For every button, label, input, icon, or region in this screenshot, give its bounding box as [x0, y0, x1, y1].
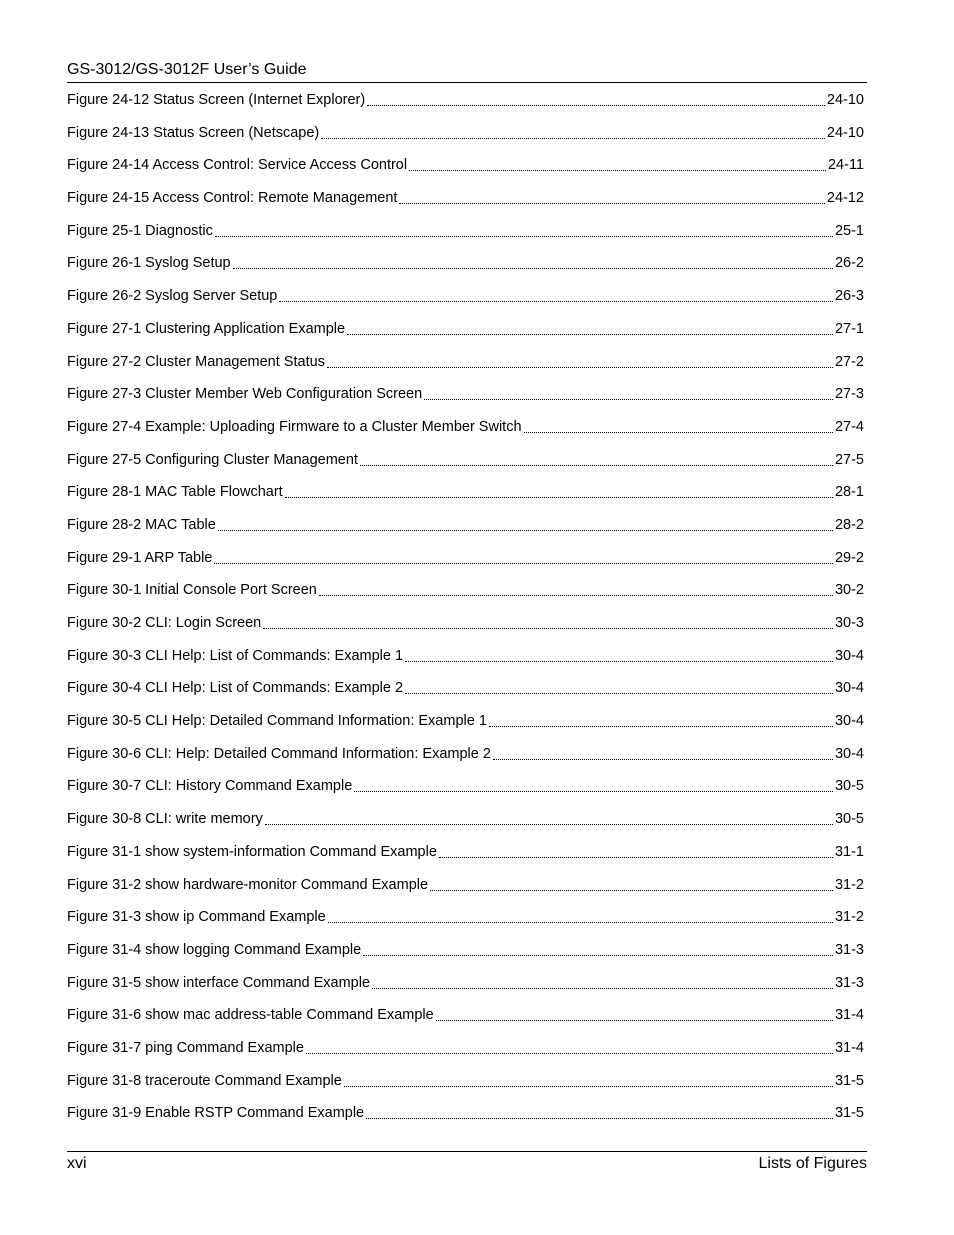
figure-title: Figure 30-2 CLI: Login Screen [67, 615, 262, 631]
dot-leader [344, 1071, 833, 1104]
figure-page-number: 24-10 [826, 124, 864, 141]
figure-page-number: 27-2 [834, 353, 864, 370]
toc-entry[interactable] [67, 842, 864, 875]
dot-leader [439, 842, 833, 875]
toc-entry[interactable] [67, 1005, 864, 1038]
figure-page-number: 27-3 [834, 386, 864, 403]
figure-page-number: 28-1 [834, 484, 864, 501]
figure-page-number: 24-12 [826, 190, 864, 207]
dot-leader [263, 613, 833, 646]
figure-page-number: 28-2 [834, 516, 864, 533]
figure-title: Figure 30-1 Initial Console Port Screen [67, 582, 317, 599]
section-name: Lists of Figures [758, 1155, 867, 1172]
figure-page-number: 27-5 [834, 451, 864, 468]
figure-title: Figure 27-1 Clustering Application Example [67, 320, 346, 337]
figure-page-number: 31-4 [834, 1007, 864, 1024]
page-footer [67, 1151, 867, 1176]
toc-entry[interactable] [67, 973, 864, 1006]
figure-title: Figure 26-1 Syslog Setup [67, 255, 231, 272]
figure-title: Figure 31-7 ping Command Example [67, 1039, 304, 1056]
dot-leader [363, 940, 833, 973]
figure-title: Figure 27-5 Configuring Cluster Management [67, 451, 358, 468]
figure-page-number: 30-4 [834, 680, 864, 697]
figure-title: Figure 27-3 Cluster Member Web Configuration Screen [67, 386, 423, 403]
toc-entry[interactable] [67, 221, 864, 254]
figure-title: Figure 29-1 ARP Table [67, 549, 213, 566]
figure-title: Figure 30-6 CLI: Help: Detailed Command Information: Example 2 [67, 745, 491, 762]
toc-entry[interactable] [67, 155, 864, 188]
figure-page-number: 31-5 [834, 1105, 864, 1122]
figure-title: Figure 24-15 Access Control: Remote Management [67, 190, 398, 207]
figure-title: Figure 31-8 traceroute Command Example [67, 1072, 342, 1089]
figure-title: Figure 27-2 Cluster Management Status [67, 353, 325, 370]
figure-title: Figure 31-2 show hardware-monitor Command Example [67, 876, 429, 893]
figure-title: Figure 31-3 show ip Command Example [67, 909, 326, 926]
figure-page-number: 25-1 [834, 222, 864, 239]
toc-entry[interactable] [67, 286, 864, 319]
figure-title: Figure 30-5 CLI Help: Detailed Command Information: Example 1 [67, 713, 487, 730]
dot-leader [215, 221, 833, 254]
figure-title: Figure 30-4 CLI Help: List of Commands: Example 2 [67, 680, 404, 697]
figure-title: Figure 31-1 show system-information Command Example [67, 843, 437, 860]
dot-leader [405, 646, 833, 679]
dot-leader [366, 1103, 833, 1136]
toc-entry[interactable] [67, 744, 864, 777]
figure-title: Figure 30-8 CLI: write memory [67, 811, 263, 828]
dot-leader [328, 907, 833, 940]
toc-entry[interactable] [67, 548, 864, 581]
dot-leader [321, 123, 825, 156]
dot-leader [489, 711, 833, 744]
figure-title: Figure 25-1 Diagnostic [67, 222, 213, 239]
toc-entry[interactable] [67, 1071, 864, 1104]
figure-page-number: 30-4 [834, 713, 864, 730]
toc-entry[interactable] [67, 253, 864, 286]
dot-leader [524, 417, 833, 450]
toc-entry[interactable] [67, 352, 864, 385]
page-header [67, 60, 867, 83]
toc-entry[interactable] [67, 1038, 864, 1071]
dot-leader [493, 744, 833, 777]
toc-entry[interactable] [67, 515, 864, 548]
dot-leader [430, 875, 833, 908]
dot-leader [372, 973, 833, 1006]
list-of-figures [67, 90, 864, 1136]
toc-entry[interactable] [67, 319, 864, 352]
figure-page-number: 31-2 [834, 876, 864, 893]
figure-page-number: 31-3 [834, 941, 864, 958]
figure-title: Figure 30-7 CLI: History Command Example [67, 778, 353, 795]
figure-title: Figure 31-9 Enable RSTP Command Example [67, 1105, 365, 1122]
figure-page-number: 27-1 [834, 320, 864, 337]
dot-leader [367, 90, 825, 123]
dot-leader [306, 1038, 833, 1071]
dot-leader [285, 482, 833, 515]
figure-page-number: 29-2 [834, 549, 864, 566]
dot-leader [399, 188, 824, 221]
toc-entry[interactable] [67, 875, 864, 908]
figure-title: Figure 26-2 Syslog Server Setup [67, 288, 278, 305]
toc-entry[interactable] [67, 613, 864, 646]
figure-title: Figure 24-12 Status Screen (Internet Explorer) [67, 92, 366, 108]
figure-title: Figure 30-3 CLI Help: List of Commands: Example 1 [67, 647, 404, 664]
figure-page-number: 30-2 [834, 582, 864, 599]
figure-page-number: 26-3 [834, 288, 864, 305]
dot-leader [327, 352, 833, 385]
toc-entry[interactable] [67, 809, 864, 842]
dot-leader [424, 384, 833, 417]
toc-entry[interactable] [67, 188, 864, 221]
figure-page-number: 31-4 [834, 1039, 864, 1056]
document-title: GS-3012/GS-3012F User’s Guide [67, 61, 307, 78]
dot-leader [218, 515, 833, 548]
toc-entry[interactable] [67, 384, 864, 417]
figure-title: Figure 24-14 Access Control: Service Access Control [67, 157, 408, 174]
figure-page-number: 30-4 [834, 745, 864, 762]
figure-page-number: 31-1 [834, 843, 864, 860]
figure-title: Figure 31-5 show interface Command Example [67, 974, 371, 991]
toc-entry[interactable] [67, 450, 864, 483]
toc-entry[interactable] [67, 482, 864, 515]
figure-page-number: 30-4 [834, 647, 864, 664]
dot-leader [279, 286, 833, 319]
toc-entry[interactable] [67, 1103, 864, 1136]
dot-leader [347, 319, 833, 352]
figure-page-number: 24-10 [826, 92, 864, 108]
dot-leader [360, 450, 833, 483]
toc-entry[interactable] [67, 90, 864, 123]
figure-page-number: 26-2 [834, 255, 864, 272]
figure-page-number: 31-5 [834, 1072, 864, 1089]
figure-title: Figure 28-1 MAC Table Flowchart [67, 484, 283, 501]
figure-title: Figure 28-2 MAC Table [67, 516, 216, 533]
dot-leader [214, 548, 833, 581]
toc-entry[interactable] [67, 940, 864, 973]
toc-entry[interactable] [67, 580, 864, 613]
figure-page-number: 30-5 [834, 811, 864, 828]
figure-title: Figure 31-6 show mac address-table Command Example [67, 1007, 434, 1024]
dot-leader [319, 580, 833, 613]
figure-page-number: 27-4 [834, 418, 864, 435]
figure-page-number: 31-2 [834, 909, 864, 926]
figure-title: Figure 24-13 Status Screen (Netscape) [67, 124, 320, 141]
figure-page-number: 24-11 [827, 157, 864, 174]
dot-leader [409, 155, 826, 188]
toc-entry[interactable] [67, 417, 864, 450]
toc-entry[interactable] [67, 711, 864, 744]
dot-leader [436, 1005, 833, 1038]
toc-entry[interactable] [67, 646, 864, 679]
figure-page-number: 31-3 [834, 974, 864, 991]
figure-page-number: 30-3 [834, 615, 864, 631]
figure-title: Figure 31-4 show logging Command Example [67, 941, 362, 958]
toc-entry[interactable] [67, 907, 864, 940]
dot-leader [233, 253, 833, 286]
dot-leader [405, 678, 833, 711]
figure-page-number: 30-5 [834, 778, 864, 795]
toc-entry[interactable] [67, 776, 864, 809]
toc-entry[interactable] [67, 678, 864, 711]
dot-leader [354, 776, 833, 809]
toc-entry[interactable] [67, 123, 864, 156]
figure-title: Figure 27-4 Example: Uploading Firmware to a Cluster Member Switch [67, 418, 522, 435]
dot-leader [265, 809, 833, 842]
page-number: xvi [67, 1155, 87, 1172]
